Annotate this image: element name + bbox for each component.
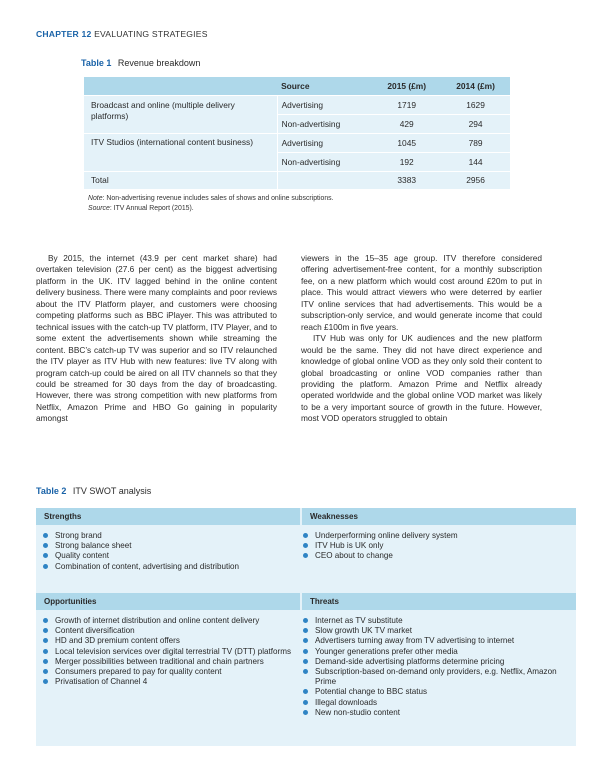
bullet-icon [43,543,48,548]
bullet-icon [43,669,48,674]
bullet-icon [43,618,48,623]
bullet-icon [43,659,48,664]
table-header-row [84,77,510,96]
table1-source [88,204,334,214]
table2-caption [36,486,151,496]
cell-2015: 192 [372,153,441,172]
list-item: Illegal downloads [303,698,563,708]
list-item: Demand-side advertising platforms determine pricing [303,657,563,667]
table2-label: Table 2 [36,486,67,496]
list-item: Strong brand [43,531,293,541]
header-category [84,77,277,96]
cell-source: Advertising [277,134,372,153]
header-2015: 2015 (£m) [372,77,441,96]
list-item: Local television services over digital terrestrial TV (DTT) platforms [43,647,293,657]
cell-category: ITV Studios (international content business) [84,134,277,172]
table-total-row [84,172,510,189]
bullet-icon [303,638,308,643]
table1-title: Revenue breakdown [117,58,201,68]
header-2014: 2014 (£m) [441,77,510,96]
cell-source: Non-advertising [277,153,372,172]
list-item: HD and 3D premium content offers [43,636,293,646]
table-row [84,96,510,115]
bullet-icon [43,533,48,538]
list-item: Strong balance sheet [43,541,293,551]
list-item: ITV Hub is UK only [303,541,563,551]
list-item: Quality content [43,551,293,561]
body-column-right [301,253,542,425]
note-label: Note [88,195,103,202]
table1-note [88,194,334,204]
cell-source: Non-advertising [277,115,372,134]
chapter-title: EVALUATING STRATEGIES [94,29,208,39]
body-column-left [36,253,277,425]
list-item: Younger generations prefer other media [303,647,563,657]
table1-caption [81,58,200,68]
opportunities-heading: Opportunities [36,593,300,610]
threats-list [303,616,563,718]
swot-table [36,508,576,746]
list-item: Consumers prepared to pay for quality content [43,667,293,677]
weaknesses-heading: Weaknesses [302,508,576,525]
body-paragraph: ITV Hub was only for UK audiences and the new platform would be the same. They did not have direct experience and knowledge of global online VOD as they only sold their content to global broadcasting or online VOD companies rather than providing the platform. Amazon Prime and Netflix already operated worldwide and the global online VOD market was likely to be a very important source of growth in the future. However, most VOD operators struggled to obtain [301,333,542,424]
cell-total-label: Total [84,172,277,189]
bullet-icon [303,700,308,705]
list-item: Underperforming online delivery system [303,531,563,541]
list-item: Advertisers turning away from TV advertising to internet [303,636,563,646]
bullet-icon [303,533,308,538]
strengths-heading: Strengths [36,508,300,525]
list-item: Internet as TV substitute [303,616,563,626]
bullet-icon [303,628,308,633]
bullet-icon [303,649,308,654]
bullet-icon [43,553,48,558]
bullet-icon [303,689,308,694]
list-item: Combination of content, advertising and distribution [43,562,293,572]
source-text: : ITV Annual Report (2015). [109,205,194,212]
cell-2014: 294 [441,115,510,134]
table1-label: Table 1 [81,58,112,68]
cell-2015: 1045 [372,134,441,153]
list-item: Merger possibilities between traditional and chain partners [43,657,293,667]
body-paragraph: viewers in the 15–35 age group. ITV therefore considered offering advertisement-free content, for a monthly subscription fee, on a new platform which would cost around £20m to put in place. This would attract viewers who were deterred by earlier ITV online services that had advertisements. This would be a subscription-only service, and would generate income that could reach £100m in five years. [301,253,542,332]
list-item: Subscription-based on-demand only providers, e.g. Netflix, Amazon Prime [303,667,563,687]
list-item: Growth of internet distribution and online content delivery [43,616,293,626]
bullet-icon [43,628,48,633]
bullet-icon [43,679,48,684]
bullet-icon [43,638,48,643]
threats-heading: Threats [302,593,576,610]
chapter-label: CHAPTER 12 [36,29,92,39]
cell-2014: 789 [441,134,510,153]
list-item: New non-studio content [303,708,563,718]
bullet-icon [303,543,308,548]
source-label: Source [88,205,110,212]
list-item: CEO about to change [303,551,563,561]
bullet-icon [303,710,308,715]
cell-total-source [277,172,372,189]
list-item: Slow growth UK TV market [303,626,563,636]
bullet-icon [43,649,48,654]
running-head [36,29,208,39]
cell-2014: 1629 [441,96,510,115]
table2-title: ITV SWOT analysis [72,486,152,496]
list-item: Potential change to BBC status [303,687,563,697]
revenue-table [84,77,510,189]
table1-notes [88,194,334,214]
cell-category: Broadcast and online (multiple delivery platforms) [84,96,277,134]
bullet-icon [303,659,308,664]
cell-source: Advertising [277,96,372,115]
cell-2015: 1719 [372,96,441,115]
list-item: Privatisation of Channel 4 [43,677,293,687]
opportunities-list [43,616,293,687]
cell-total-2015: 3383 [372,172,441,189]
cell-2014: 144 [441,153,510,172]
bullet-icon [303,618,308,623]
header-source: Source [277,77,372,96]
table-row [84,134,510,153]
weaknesses-list [303,531,563,562]
cell-total-2014: 2956 [441,172,510,189]
body-paragraph: By 2015, the internet (43.9 per cent market share) had overtaken television (27.6 per cent) as the biggest advertising platform in the UK. ITV lagged behind in the online content delivery business. There were many complaints and poor reviews about the ITV Platform player, and customers were choosing competing platforms such as BBC iPlayer. This was attributed to technical issues with the catch-up TV platform, ITV Player, and to some extent the advertisements shown while streaming the content. BBC’s catch-up TV was superior and so ITV relaunched the ITV player as ITV Hub with new features: live TV along with program catch-up could be aired on all ITV channels so that they could be streamed for 30 days from the day of broadcasting. However, there was strong competition with new platforms from Netflix, Amazon Prime and HBO Go gaining in popularity amongst [36,253,277,424]
bullet-icon [303,669,308,674]
bullet-icon [43,564,48,569]
bullet-icon [303,553,308,558]
strengths-list [43,531,293,572]
note-text: : Non-advertising revenue includes sales of shows and online subscriptions. [102,195,334,202]
cell-2015: 429 [372,115,441,134]
list-item: Content diversification [43,626,293,636]
